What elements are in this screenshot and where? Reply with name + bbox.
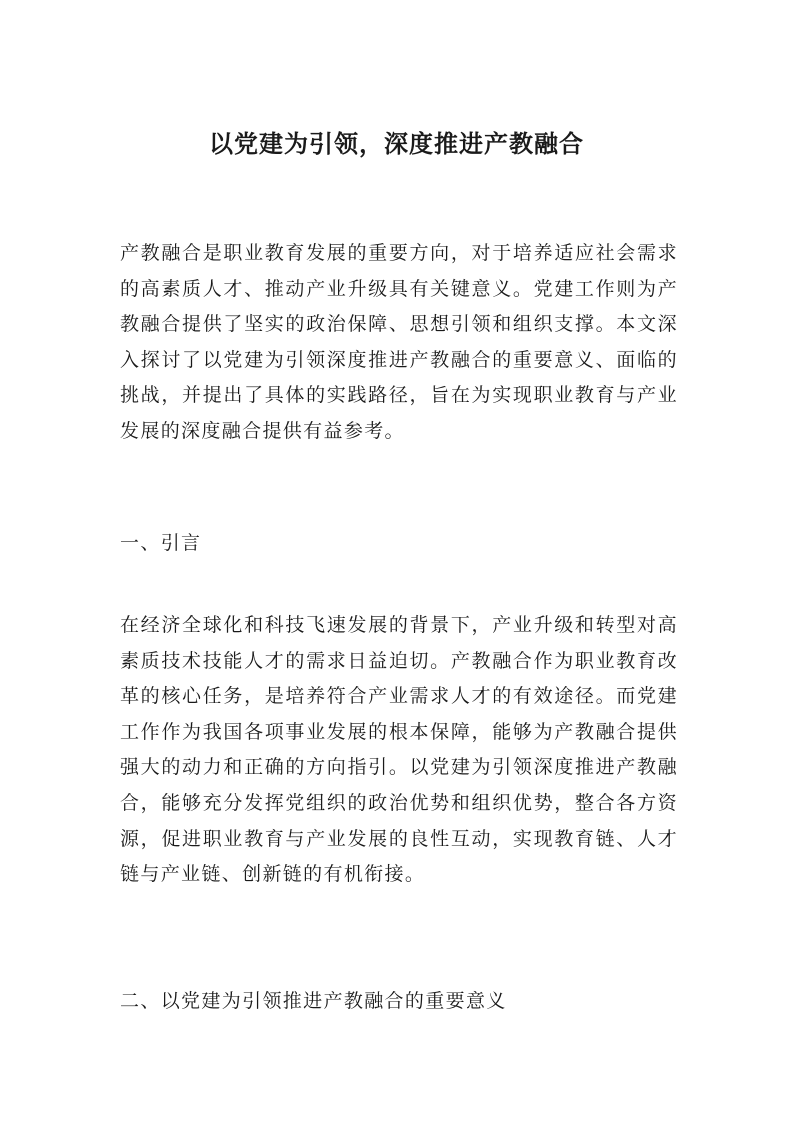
introduction-paragraph: 在经济全球化和科技飞速发展的背景下，产业升级和转型对高素质技术技能人才的需求日益迫切。产教融合作为职业教育改革的核心任务，是培养符合产业需求人才的有效途径。而党建工作作为我国各项事业发展的根本保障，能够为产教融合提供强大的动力和正确的方向指引。以党建为引领深度推进产教融合，能够充分发挥党组织的政治优势和组织优势，整合各方资源，促进职业教育与产业发展的良性互动，实现教育链、人才链与产业链、创新链的有机衔接。 xyxy=(120,614,678,886)
section-heading-significance: 二、以党建为引领推进产教融合的重要意义 xyxy=(120,990,507,1012)
abstract-paragraph: 产教融合是职业教育发展的重要方向，对于培养适应社会需求的高素质人才、推动产业升级具有关键意义。党建工作则为产教融合提供了坚实的政治保障、思想引领和组织支撑。本文深入探讨了以党建为引领深度推进产教融合的重要意义、面临的挑战，并提出了具体的实践路径，旨在为实现职业教育与产业发展的深度融合提供有益参考。 xyxy=(120,242,678,442)
document-title: 以党建为引领，深度推进产教融合 xyxy=(209,129,584,158)
section-heading-introduction: 一、引言 xyxy=(120,532,202,554)
